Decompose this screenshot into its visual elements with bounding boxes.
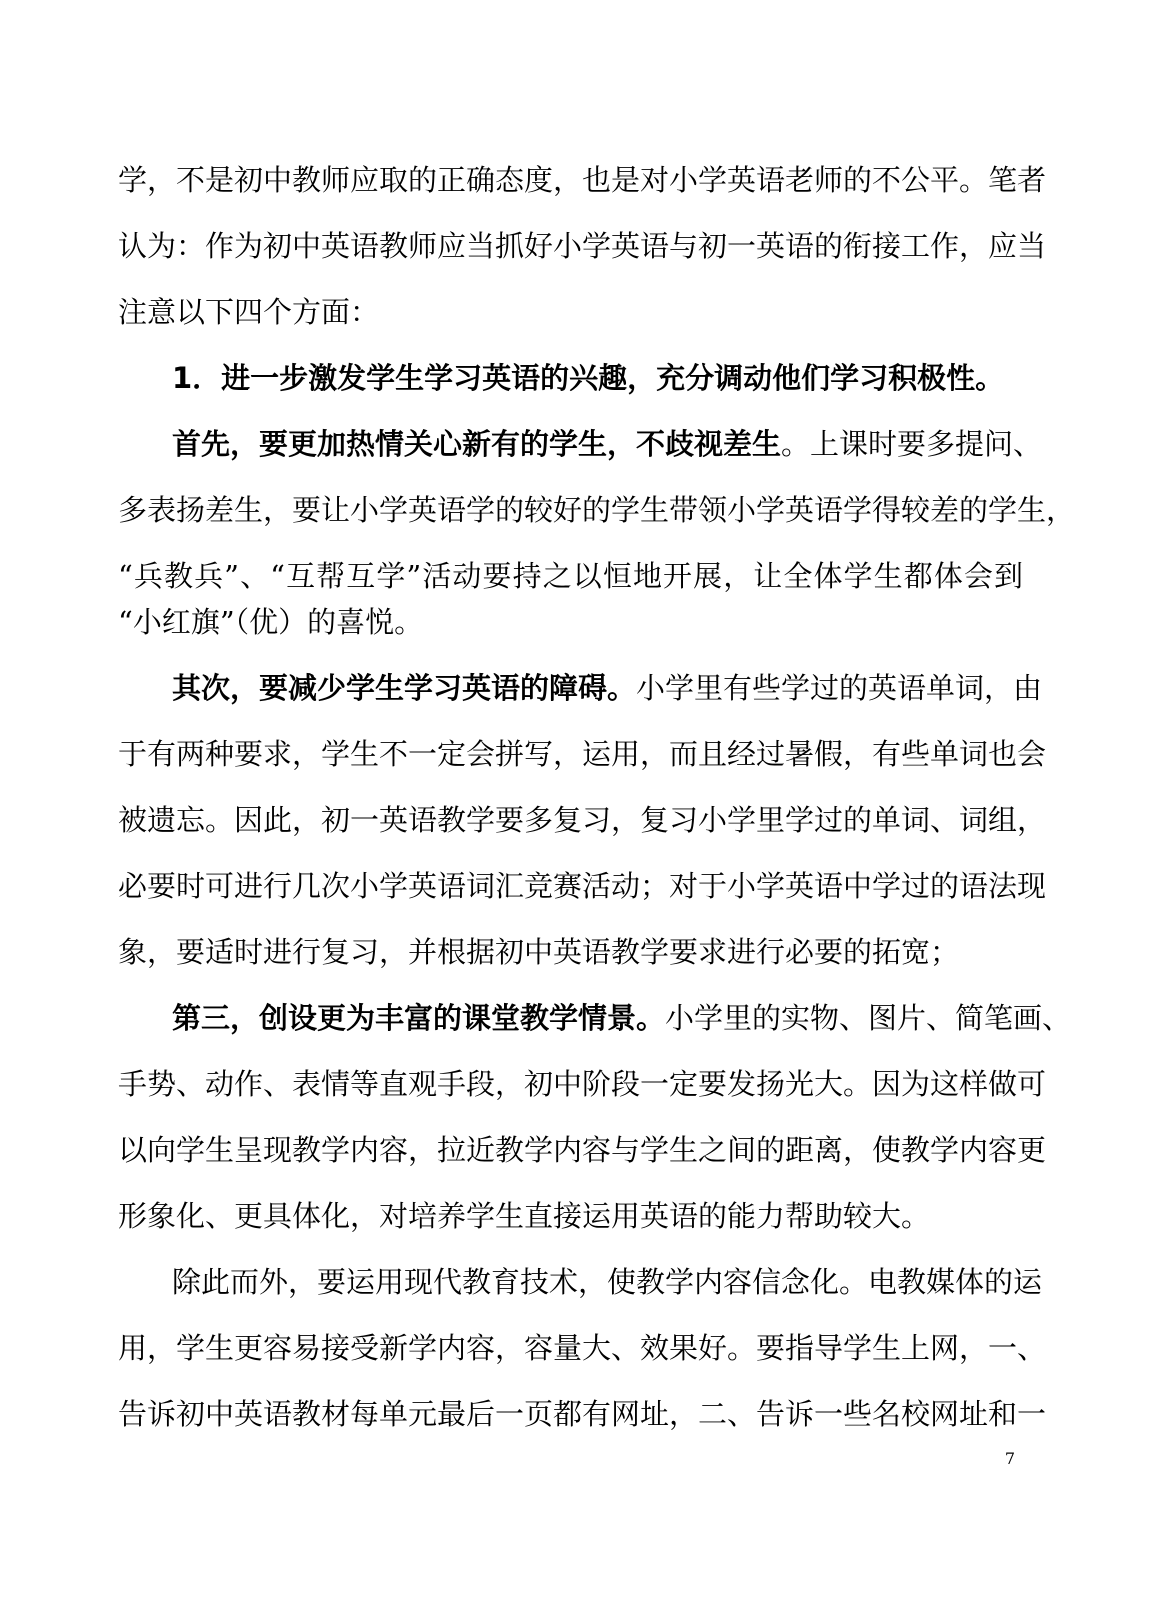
emphasis-text: 其次，要减少学生学习英语的障碍。 bbox=[172, 671, 637, 705]
paragraph-line: 于有两种要求，学生不一定会拼写，运用，而且经过暑假，有些单词也会 bbox=[118, 737, 1047, 771]
paragraph-line: 多表扬差生，要让小学英语学的较好的学生带领小学英语学得较差的学生， bbox=[118, 493, 1076, 527]
emphasis-text: 第三，创设更为丰富的课堂教学情景。 bbox=[172, 1001, 666, 1035]
paragraph-line: 认为：作为初中英语教师应当抓好小学英语与初一英语的衔接工作，应当 bbox=[118, 229, 1047, 263]
paragraph-line bbox=[172, 666, 1043, 710]
paragraph-line: 象，要适时进行复习，并根据初中英语教学要求进行必要的拓宽； bbox=[118, 935, 960, 969]
paragraph-line: 以向学生呈现教学内容，拉近教学内容与学生之间的距离，使教学内容更 bbox=[118, 1133, 1047, 1167]
page-number: 7 bbox=[1004, 1449, 1015, 1468]
line-text: 小学里有些学过的英语单词，由 bbox=[636, 671, 1043, 705]
line-text: 。上课时要多提问、 bbox=[781, 427, 1043, 461]
paragraph-line: 被遗忘。因此，初一英语教学要多复习，复习小学里学过的单词、词组， bbox=[118, 803, 1047, 837]
paragraph-line: 用，学生更容易接受新学内容，容量大、效果好。要指导学生上网，一、 bbox=[118, 1331, 1047, 1365]
paragraph-line: 注意以下四个方面： bbox=[118, 295, 380, 329]
paragraph-line: 除此而外，要运用现代教育技术，使教学内容信念化。电教媒体的运 bbox=[172, 1265, 1043, 1299]
emphasis-text: 首先，要更加热情关心新有的学生，不歧视差生 bbox=[172, 427, 782, 461]
line-text: 小学里的实物、图片、简笔画、 bbox=[665, 1001, 1072, 1035]
paragraph-line: 必要时可进行几次小学英语词汇竞赛活动；对于小学英语中学过的语法现 bbox=[118, 869, 1047, 903]
paragraph-line: “小红旗”（优）的喜悦。 bbox=[118, 605, 424, 639]
paragraph-line: 形象化、更具体化，对培养学生直接运用英语的能力帮助较大。 bbox=[118, 1199, 931, 1233]
paragraph-line: “兵教兵”、“互帮互学”活动要持之以恒地开展，让全体学生都体会到 bbox=[118, 559, 1023, 593]
section-heading: 1．进一步激发学生学习英语的兴趣，充分调动他们学习积极性。 bbox=[172, 361, 1005, 395]
paragraph-line: 手势、动作、表情等直观手段，初中阶段一定要发扬光大。因为这样做可 bbox=[118, 1067, 1047, 1101]
paragraph-line: 告诉初中英语教材每单元最后一页都有网址，二、告诉一些名校网址和一 bbox=[118, 1397, 1047, 1431]
paragraph-line bbox=[172, 996, 1072, 1040]
paragraph-line bbox=[172, 422, 1043, 466]
paragraph-line: 学，不是初中教师应取的正确态度，也是对小学英语老师的不公平。笔者 bbox=[118, 163, 1047, 197]
